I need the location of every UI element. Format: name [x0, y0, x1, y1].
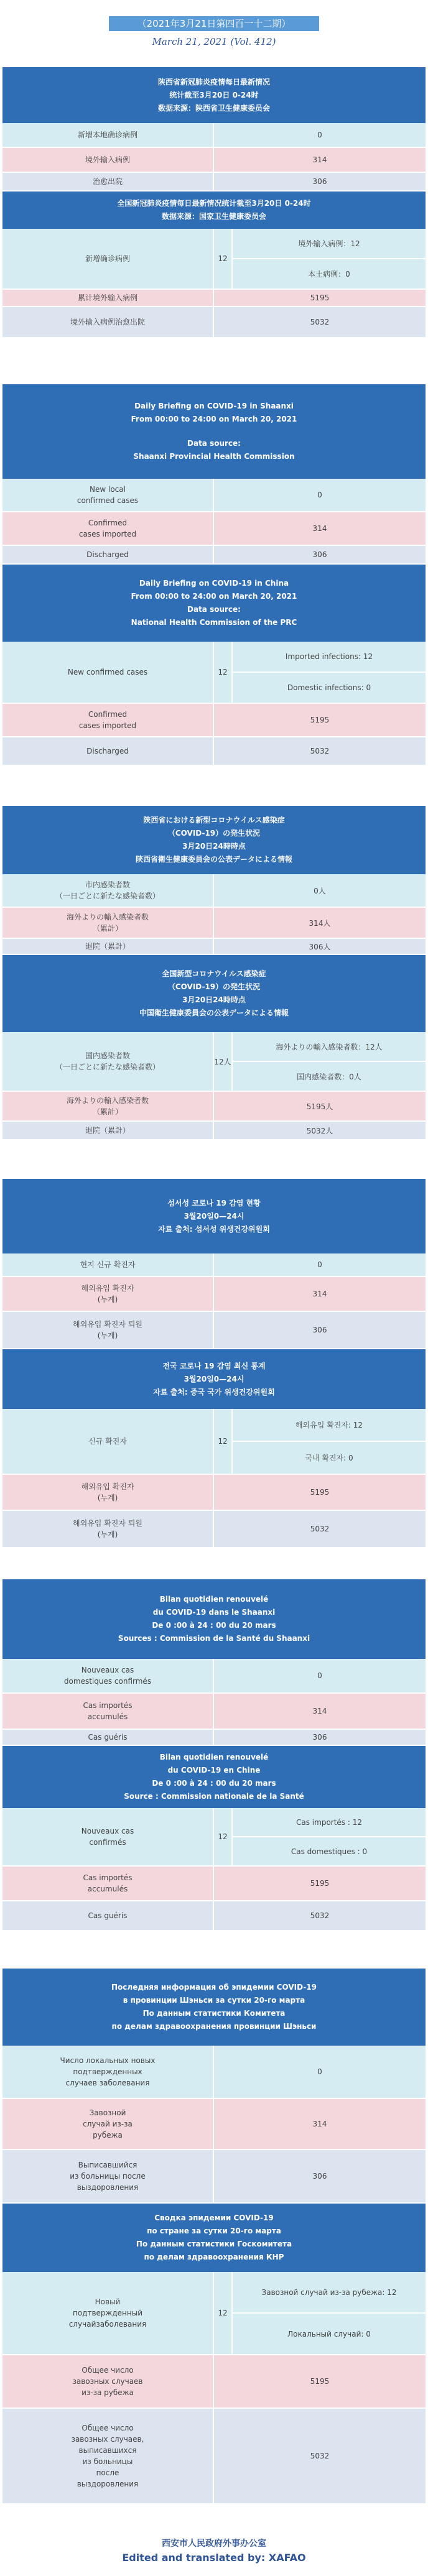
section-korean — [2, 1179, 426, 1548]
footer-org: 西安市人民政府外事办公室 — [162, 2539, 266, 2549]
row-label: Выписавшийся из больницы после выздоровления — [2, 2150, 214, 2202]
table-row — [2, 2099, 426, 2150]
table-row — [2, 1253, 426, 1277]
table-row — [2, 1901, 426, 1931]
row-value: 12 — [214, 2272, 233, 2354]
row-label: 海外よりの輸入感染者数 （累計） — [2, 1092, 214, 1120]
header-line: По данным статистики Комитета — [142, 2009, 286, 2018]
section-english — [2, 384, 426, 766]
header-line: Shaanxi Provincial Health Commission — [133, 452, 295, 461]
table-row — [2, 2409, 426, 2504]
header-line: （COVID-19）の発生状況 — [167, 829, 261, 838]
shaanxi-header-en — [2, 384, 426, 479]
header-line: по делам здравоохранения провинции Шэньси — [111, 2022, 317, 2031]
row-value: 0 — [317, 1671, 322, 1680]
header-line: De 0 :00 à 24 : 00 du 20 mars — [152, 1621, 276, 1630]
table-row — [2, 1808, 426, 1867]
table-row — [2, 148, 426, 173]
header-line: 中国衛生健康委員会の公表データによる情報 — [139, 1009, 289, 1017]
table-row — [2, 1475, 426, 1511]
table-row — [2, 642, 426, 704]
table-row — [2, 229, 426, 290]
row-value: 306人 — [309, 942, 331, 951]
row-value: 0 — [317, 2067, 322, 2076]
table-row — [2, 1511, 426, 1548]
shaanxi-header-ru — [2, 1969, 426, 2046]
row-value: 5032 — [310, 2452, 330, 2460]
row-value: 12 — [214, 642, 233, 703]
header-line: по стране за сутки 20-го марта — [147, 2227, 281, 2235]
header-line: 全国新冠肺炎疫情每日最新情况统计截至3月20日 0-24时 — [117, 199, 311, 208]
row-label: 国内感染者数 （一日ごとに新たな感染者数） — [2, 1032, 214, 1091]
row-label: Cas guéris — [2, 1901, 214, 1930]
row-value: 306 — [312, 550, 327, 559]
shaanxi-header-fr — [2, 1579, 426, 1659]
row-label: Discharged — [2, 737, 214, 765]
row-label: 新增确诊病例 — [2, 229, 214, 289]
row-label: Discharged — [2, 546, 214, 563]
sub-value: 국내 확진자: 0 — [305, 1454, 353, 1462]
header-line: По данным статистики Госкомитета — [136, 2240, 292, 2248]
row-value: 0 — [317, 131, 322, 139]
row-value: 5195 — [310, 2377, 330, 2386]
row-value: 306 — [312, 1326, 327, 1334]
row-label: Общее число завозных случаев из-за рубежа — [2, 2355, 214, 2407]
table-row — [2, 307, 426, 338]
national-header-ja — [2, 955, 426, 1032]
sub-value: 本土病例：0 — [308, 270, 350, 279]
row-label: 市内感染者数 （一日ごとに新たな感染者数） — [2, 874, 214, 907]
header-line: From 00:00 to 24:00 on March 20, 2021 — [131, 415, 297, 423]
national-header-cn — [2, 192, 426, 229]
row-value: 5195 — [310, 293, 330, 302]
row-label: Cas importés accumulés — [2, 1694, 214, 1729]
row-label: Confirmed cases imported — [2, 512, 214, 545]
row-label: 해외유입 확진자 퇴원 (누계) — [2, 1511, 214, 1547]
row-value: 314 — [312, 155, 327, 164]
row-label: 신규 확진자 — [2, 1409, 214, 1474]
row-label: Confirmed cases imported — [2, 704, 214, 736]
row-value: 5195 — [310, 716, 330, 724]
header-line: du COVID-19 en Chine — [167, 1766, 261, 1775]
row-label: Nouveaux cas domestiques confirmés — [2, 1659, 214, 1692]
header-line: 3월20일0—24시 — [184, 1211, 244, 1221]
national-header-ru — [2, 2204, 426, 2272]
row-label: New local confirmed cases — [2, 479, 214, 511]
row-label: 新增本地确诊病例 — [2, 123, 214, 147]
header-line: 3月20日24時時点 — [182, 995, 246, 1004]
footer-credit: Edited and translated by: XAFAO — [122, 2552, 306, 2564]
header-line: Bilan quotidien renouvelé — [159, 1753, 269, 1761]
row-value: 5195 — [310, 1488, 330, 1497]
row-label: Общее число завозных случаев, выписавшихся из больницы после выздоровления — [2, 2409, 214, 2503]
header-line: National Health Commission of the PRC — [131, 618, 297, 627]
header-line: 陕西省新冠肺炎疫情每日最新情况 — [157, 77, 270, 86]
shaanxi-header-ja — [2, 806, 426, 874]
row-label: 境外输入病例治愈出院 — [2, 307, 214, 337]
header-line: De 0 :00 à 24 : 00 du 20 mars — [152, 1779, 276, 1788]
table-row — [2, 1867, 426, 1901]
sub-value: Cas importés : 12 — [233, 1808, 426, 1837]
row-value: 314 — [312, 524, 327, 533]
table-row — [2, 1032, 426, 1092]
issue-date-banner: （2021年3月21日第四百一十二期） — [109, 16, 319, 31]
row-value: 306 — [312, 2172, 327, 2181]
table-row — [2, 737, 426, 766]
sub-value: Локальный случай: 0 — [287, 2329, 371, 2338]
header-line: 陝西省衛生健康委員会の公表データによる情報 — [135, 855, 292, 864]
row-label: 해외유입 확진자 (누계) — [2, 1475, 214, 1510]
header-line: From 00:00 to 24:00 on March 20, 2021 — [131, 592, 297, 601]
table-row — [2, 1730, 426, 1746]
row-value: 0 — [317, 491, 322, 499]
row-value: 5032 — [310, 318, 330, 326]
section-japanese — [2, 806, 426, 1140]
header-line: Daily Briefing on COVID-19 in Shaanxi — [134, 402, 294, 410]
national-header-en — [2, 565, 426, 642]
header-line: 数据来源：陕西省卫生健康委员会 — [157, 103, 270, 113]
table-row — [2, 1659, 426, 1694]
row-label: 境外输入病例 — [2, 148, 214, 172]
table-row — [2, 704, 426, 737]
row-value: 314 — [312, 1707, 327, 1715]
table-row — [2, 1694, 426, 1730]
header-line: 3月20日24時時点 — [182, 842, 246, 851]
sub-value: Cas domestiques : 0 — [291, 1847, 368, 1856]
header-line: Sources : Commission de la Santé du Shaanxi — [118, 1634, 310, 1643]
header-line: 陝西省における新型コロナウイルス感染症 — [143, 816, 285, 824]
table-row — [2, 1122, 426, 1140]
table-row — [2, 546, 426, 565]
header-line: （COVID-19）の発生状況 — [167, 982, 261, 991]
table-row — [2, 908, 426, 939]
row-value: 5032 — [310, 1525, 330, 1533]
row-label: 累计境外输入病例 — [2, 290, 214, 306]
row-label: 退院（累計） — [2, 1122, 214, 1139]
table-row — [2, 939, 426, 955]
table-row — [2, 1409, 426, 1475]
row-value: 12人 — [214, 1032, 233, 1091]
shaanxi-header-cn — [2, 67, 426, 123]
row-label: 현지 신규 확진자 — [2, 1253, 214, 1276]
header-line: Source : Commission nationale de la Santé — [124, 1792, 304, 1801]
header-line: по делам здравоохранения КНР — [144, 2253, 284, 2261]
table-row — [2, 2150, 426, 2204]
row-label: Завозной случай из-за рубежа — [2, 2099, 214, 2149]
national-header-ko — [2, 1349, 426, 1409]
header-line: 统计截至3月20日 0-24时 — [169, 90, 259, 99]
sub-value: 境外输入病例：12 — [233, 229, 426, 259]
row-label: 治愈出院 — [2, 173, 214, 190]
row-value: 5032人 — [306, 1126, 333, 1135]
row-label: Cas importés accumulés — [2, 1867, 214, 1900]
row-value: 314 — [312, 1290, 327, 1298]
sub-value: Domestic infections: 0 — [287, 683, 371, 692]
row-label: Cas guéris — [2, 1730, 214, 1745]
row-value: 5032 — [310, 747, 330, 755]
header-line: 전국 코로나 19 감염 최신 통계 — [162, 1361, 266, 1370]
row-value: 12 — [214, 229, 233, 289]
row-value: 0人 — [314, 886, 326, 895]
row-label: Nouveaux cas confirmés — [2, 1808, 214, 1865]
header-line: 3월20일0—24시 — [184, 1374, 244, 1383]
row-value: 306 — [312, 1733, 327, 1742]
header-line: Bilan quotidien renouvelé — [159, 1595, 269, 1604]
shaanxi-header-ko — [2, 1179, 426, 1253]
row-value: 5032 — [310, 1911, 330, 1920]
table-row — [2, 290, 426, 307]
header-line: 全国新型コロナウイルス感染症 — [162, 969, 266, 978]
header-line: 섬서성 코로나 19 감염 현황 — [167, 1198, 261, 1207]
header-line: Daily Briefing on COVID-19 in China — [139, 579, 289, 588]
row-value: 5195人 — [306, 1102, 333, 1111]
row-label: 海外よりの輸入感染者数 （累計） — [2, 908, 214, 938]
header-line: Последняя информация об эпидемии COVID-19 — [111, 1983, 317, 1992]
row-label: Новый подтвержденный случайзаболевания — [2, 2272, 214, 2354]
table-row — [2, 2272, 426, 2355]
table-row — [2, 2046, 426, 2099]
section-russian — [2, 1969, 426, 2504]
row-label: Число локальных новых подтвержденных случаев заболевания — [2, 2046, 214, 2098]
sub-value: Завозной случай из-за рубежа: 12 — [233, 2272, 426, 2314]
sub-value: 国内感染者数：0人 — [297, 1072, 361, 1081]
row-value: 5195 — [310, 1879, 330, 1888]
header-line: Data source: — [187, 439, 241, 448]
header-line: 자료 출처: 중국 국가 위생건강위원회 — [153, 1387, 275, 1396]
header-line: Сводка эпидемии COVID-19 — [154, 2214, 274, 2222]
header-line: в провинции Шэньси за сутки 20-го марта — [123, 1996, 305, 2005]
issue-date-english: March 21, 2021 (Vol. 412) — [152, 36, 276, 47]
national-header-fr — [2, 1746, 426, 1808]
row-label: 退院（累計） — [2, 939, 214, 954]
header-line: 자료 출처: 섬서성 위생건강위원회 — [158, 1224, 270, 1234]
section-french — [2, 1579, 426, 1931]
row-label: 해외유입 확진자 (누계) — [2, 1277, 214, 1311]
row-label: 해외유입 확진자 퇴원 (누계) — [2, 1312, 214, 1348]
table-row — [2, 874, 426, 908]
table-row — [2, 1312, 426, 1349]
table-row — [2, 479, 426, 512]
section-chinese — [2, 67, 426, 338]
table-row — [2, 2355, 426, 2409]
sub-value: Imported infections: 12 — [233, 642, 426, 673]
table-row — [2, 173, 426, 192]
header-line: du COVID-19 dans le Shaanxi — [152, 1608, 276, 1617]
row-value: 12 — [214, 1808, 233, 1865]
table-row — [2, 123, 426, 148]
sub-value: 海外よりの輸入感染者数：12人 — [233, 1032, 426, 1062]
row-value: 0 — [317, 1260, 322, 1269]
row-label: New confirmed cases — [2, 642, 214, 703]
row-value: 306 — [312, 177, 327, 186]
sub-value: 해외유입 확진자: 12 — [233, 1409, 426, 1442]
row-value: 314 — [312, 2120, 327, 2128]
row-value: 12 — [214, 1409, 233, 1474]
header-line: Data source: — [187, 605, 241, 614]
table-row — [2, 1277, 426, 1312]
header-line: 数据来源：国家卫生健康委员会 — [161, 212, 266, 221]
table-row — [2, 512, 426, 546]
table-row — [2, 1092, 426, 1122]
row-value: 314人 — [309, 918, 331, 928]
